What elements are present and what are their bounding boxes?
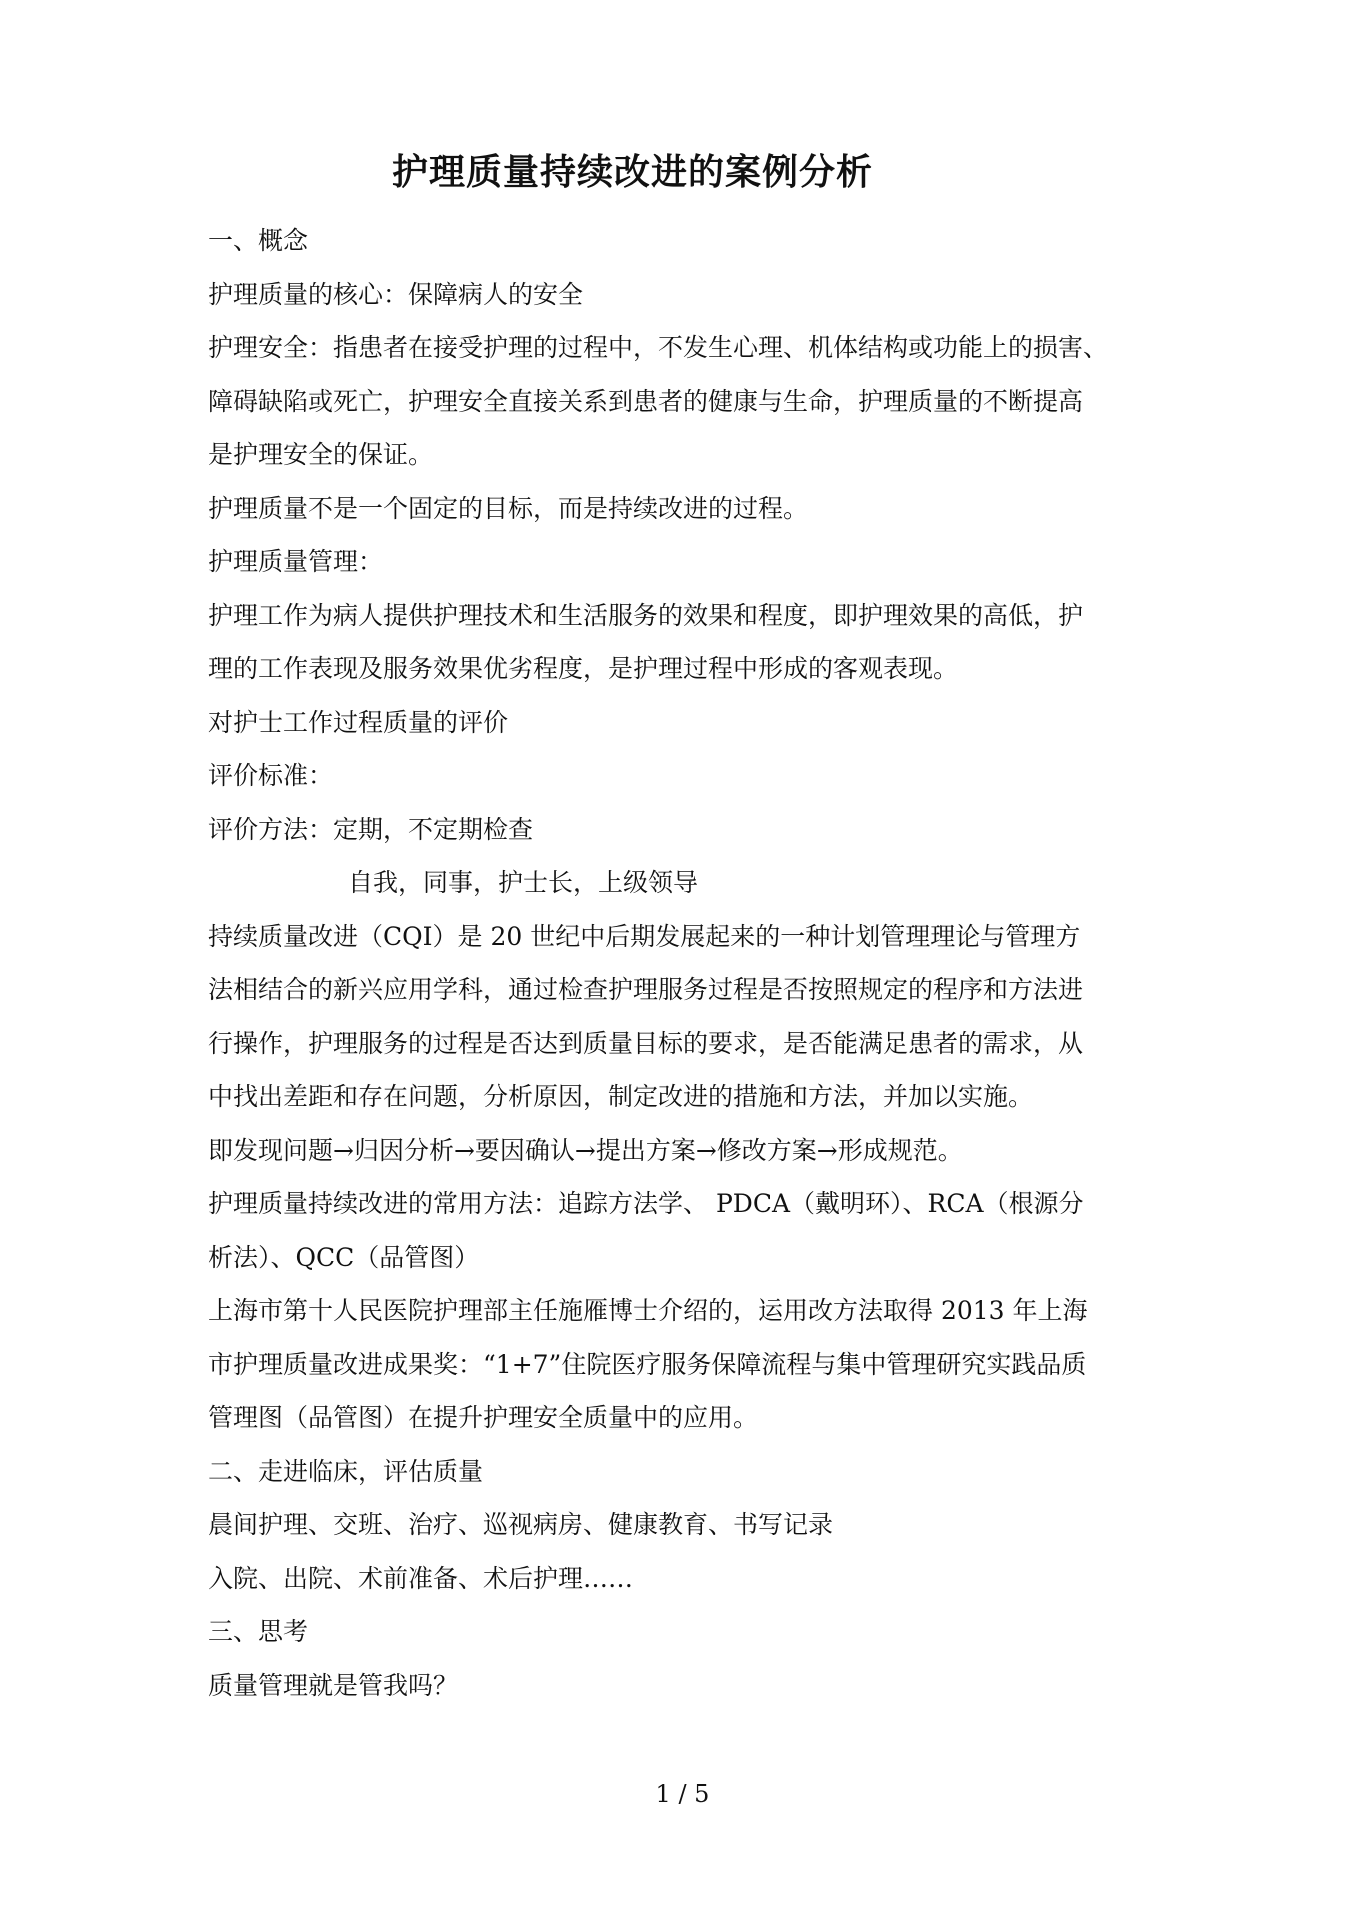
paragraph-line: 对护士工作过程质量的评价: [208, 708, 509, 737]
paragraph-line: 护理安全：指患者在接受护理的过程中，不发生心理、机体结构或功能上的损害、: [208, 333, 1109, 362]
paragraph-line: 即发现问题→归因分析→要因确认→提出方案→修改方案→形成规范。: [208, 1136, 963, 1165]
paragraph-line: 质量管理就是管我吗？: [208, 1671, 459, 1700]
document-title: 护理质量持续改进的案例分析: [391, 151, 873, 193]
paragraph-line: 入院、出院、术前准备、术后护理……: [208, 1564, 634, 1593]
page-number: 1 / 5: [655, 1780, 710, 1808]
paragraph-line: 理的工作表现及服务效果优劣程度，是护理过程中形成的客观表现。: [208, 654, 959, 683]
section-heading-clinical: 二、走进临床，评估质量: [208, 1457, 484, 1486]
paragraph-line: 护理质量的核心：保障病人的安全: [208, 280, 584, 309]
paragraph-line: 评价标准：: [208, 761, 334, 790]
paragraph-line-indented: 自我，同事，护士长，上级领导: [348, 868, 699, 897]
paragraph-line: 行操作，护理服务的过程是否达到质量目标的要求，是否能满足患者的需求，从: [208, 1029, 1084, 1058]
paragraph-line: 障碍缺陷或死亡，护理安全直接关系到患者的健康与生命，护理质量的不断提高: [208, 387, 1084, 416]
paragraph-line: 晨间护理、交班、治疗、巡视病房、健康教育、书写记录: [208, 1510, 834, 1539]
paragraph-line: 管理图（品管图）在提升护理安全质量中的应用。: [208, 1403, 759, 1432]
paragraph-line: 中找出差距和存在问题，分析原因，制定改进的措施和方法，并加以实施。: [208, 1082, 1034, 1111]
paragraph-line: 持续质量改进（CQI）是 20 世纪中后期发展起来的一种计划管理理论与管理方: [208, 922, 1081, 951]
section-heading-concept: 一、概念: [208, 226, 309, 255]
paragraph-line: 护理质量持续改进的常用方法：追踪方法学、 PDCA（戴明环）、RCA（根源分: [208, 1189, 1084, 1218]
paragraph-line: 是护理安全的保证。: [208, 440, 434, 469]
paragraph-line: 护理质量不是一个固定的目标，而是持续改进的过程。: [208, 494, 809, 523]
paragraph-line: 护理质量管理：: [208, 547, 384, 576]
paragraph-line: 析法）、QCC（品管图）: [208, 1243, 480, 1272]
paragraph-line: 市护理质量改进成果奖：“1+7”住院医疗服务保障流程与集中管理研究实践品质: [208, 1350, 1087, 1379]
paragraph-line: 上海市第十人民医院护理部主任施雁博士介绍的，运用改方法取得 2013 年上海: [208, 1296, 1088, 1325]
section-heading-thinking: 三、思考: [208, 1617, 309, 1646]
paragraph-line: 护理工作为病人提供护理技术和生活服务的效果和程度，即护理效果的高低，护: [208, 601, 1084, 630]
paragraph-line: 评价方法：定期，不定期检查: [208, 815, 534, 844]
paragraph-line: 法相结合的新兴应用学科，通过检查护理服务过程是否按照规定的程序和方法进: [208, 975, 1084, 1004]
